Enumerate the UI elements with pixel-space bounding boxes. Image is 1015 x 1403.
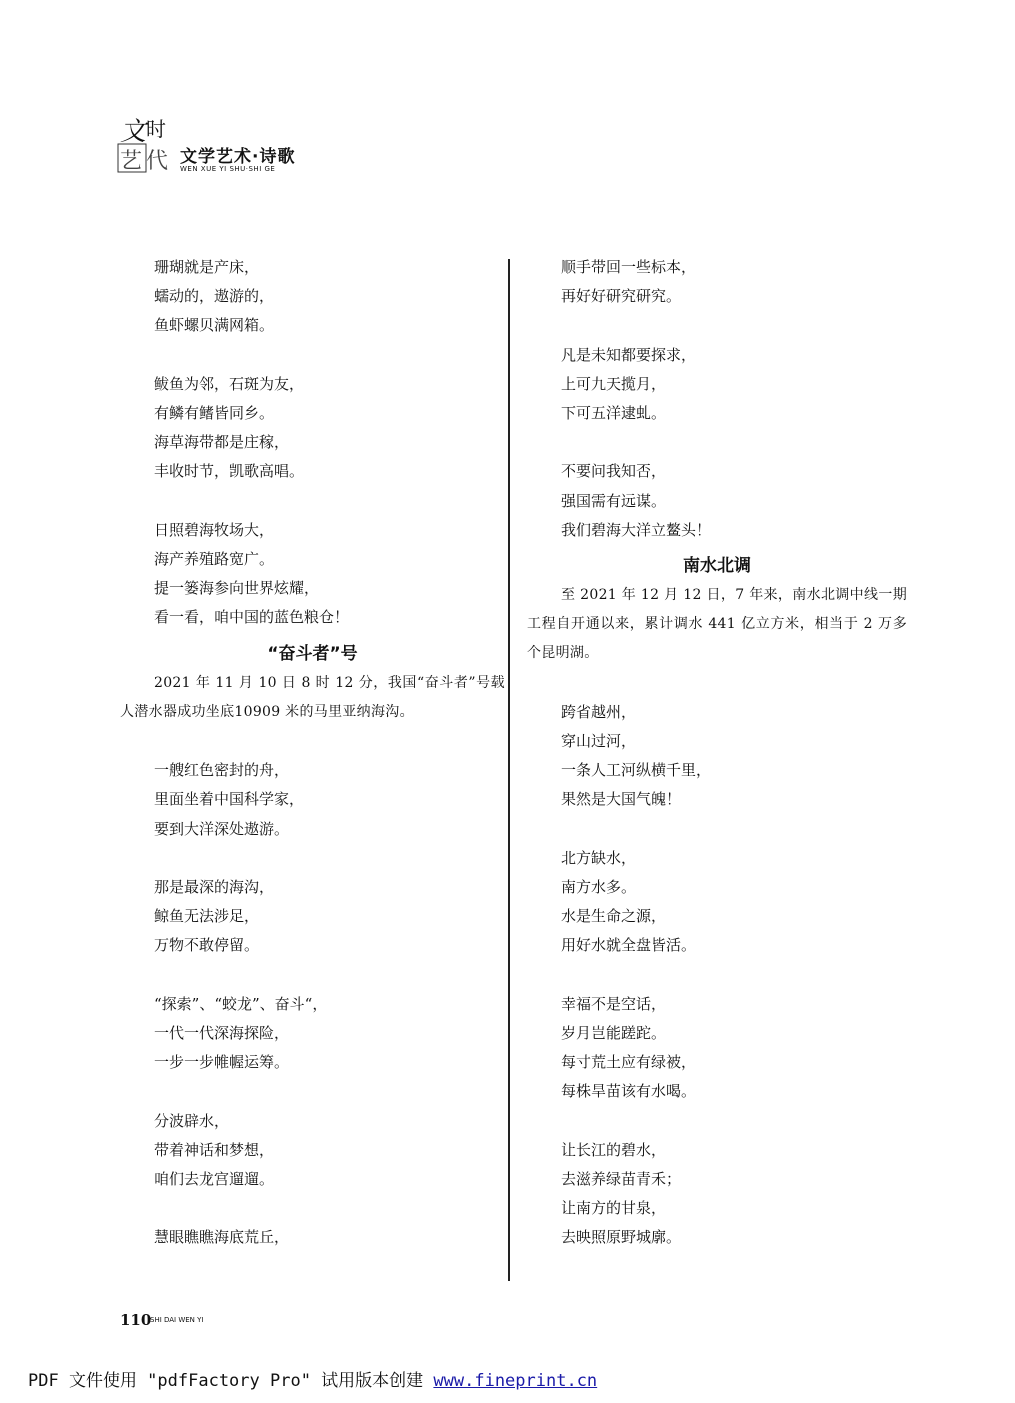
poem-line: 分波辟水，	[154, 1111, 230, 1130]
footer-text: PDF 文件使用 "pdfFactory Pro" 试用版本创建	[28, 1371, 434, 1391]
poem-intro: 至 2021 年 12 月 12 日，7 年来，南水北调中线一期工程自开通以来，累计调水 441 亿立方米，相当于 2 万多个昆明湖。	[527, 587, 907, 662]
poem-line: 鲸鱼无法涉足，	[154, 907, 260, 926]
poem-line: 日照碧海牧场大，	[154, 520, 275, 539]
poem-title: 南水北调	[683, 556, 751, 576]
stanza	[527, 844, 907, 961]
section-subtitle: WEN XUE YI SHU·SHI GE	[180, 165, 276, 173]
poem-line: 一艘红色密封的舟，	[154, 761, 290, 780]
right-column	[527, 253, 907, 1253]
poem-line: 一条人工河纵横千里，	[561, 761, 712, 780]
poem-line: 北方缺水，	[561, 848, 637, 867]
section-title: 文学艺术·诗歌	[180, 147, 296, 167]
poem-line: 里面坐着中国科学家，	[154, 790, 305, 809]
poem-line: 每株旱苗该有水喝。	[561, 1082, 697, 1101]
stanza	[120, 756, 505, 844]
poem-line: 不要问我知否，	[561, 462, 667, 481]
poem-line: 珊瑚就是产床，	[154, 258, 260, 276]
poem-line: 南方水多。	[561, 878, 637, 896]
poem-line: 幸福不是空话，	[561, 994, 667, 1013]
poem-title: “奋斗者”号	[267, 643, 358, 664]
poem-line: 水是生命之源，	[561, 907, 667, 926]
poem-line: 咱们去龙宫遛遛。	[154, 1170, 275, 1188]
footer-link[interactable]: www.fineprint.cn	[433, 1371, 598, 1391]
poem-line: 海草海带都是庄稼，	[154, 433, 290, 452]
poem-line: 去映照原野城廓。	[561, 1228, 682, 1247]
magazine-logo	[108, 112, 172, 174]
stanza	[120, 1107, 505, 1195]
poem-line: 看一看，咱中国的蓝色粮仓！	[154, 608, 350, 627]
poem-line: 上可九天揽月，	[561, 374, 667, 393]
poem-line: 跨省越州，	[561, 702, 637, 721]
poem-line: 一代一代深海探险，	[154, 1024, 290, 1042]
stanza	[527, 341, 907, 429]
poem-line: 海产养殖路宽广。	[154, 550, 275, 568]
stanza	[120, 990, 505, 1078]
stanza	[527, 1136, 907, 1253]
poem-line: 再好好研究研究。	[561, 287, 682, 306]
page-number: 110	[120, 1311, 152, 1329]
poem-line: 下可五洋逮虬。	[561, 404, 667, 422]
stanza	[527, 253, 907, 311]
stanza	[120, 1223, 505, 1252]
logo-char-2: 时	[146, 117, 166, 141]
poem-line: 让南方的甘泉，	[561, 1199, 667, 1218]
poem-line: 凡是未知都要探求，	[561, 345, 697, 364]
logo-char-4: 代	[146, 149, 169, 174]
poem-line: 每寸荒土应有绿被，	[561, 1053, 697, 1072]
poem-line: 用好水就全盘皆活。	[561, 936, 697, 955]
logo-char-1: 文	[120, 117, 147, 147]
poem-line: 岁月岂能蹉跎。	[561, 1024, 667, 1042]
stanza	[527, 457, 907, 545]
column-divider	[508, 259, 510, 1281]
logo-char-3: 艺	[120, 149, 143, 174]
poem-line: 强国需有远谋。	[561, 491, 667, 510]
poem-line: 蠕动的，遨游的，	[154, 287, 275, 306]
poem-line: 鲅鱼为邻，石斑为友，	[154, 374, 305, 393]
poem-line: 果然是大国气魄！	[561, 790, 682, 809]
poem-line: 顺手带回一些标本，	[561, 258, 697, 276]
poem-line: 带着神话和梦想，	[154, 1140, 275, 1159]
poem-line: 我们碧海大洋立鳌头！	[561, 520, 712, 539]
stanza	[120, 873, 505, 961]
poem-line: 去滋养绿苗青禾；	[561, 1170, 682, 1188]
poem-line: 提一篓海参向世界炫耀，	[154, 579, 320, 598]
pdf-footer	[28, 1366, 597, 1391]
poem-intro: 2021 年 11 月 10 日 8 时 12 分，我国“奋斗者”号载人潜水器成功坐底10909 米的马里亚纳海沟。	[120, 674, 505, 720]
stanza	[527, 698, 907, 815]
magazine-name: SHI DAI WEN YI	[150, 1316, 204, 1324]
poem-line: 丰收时节，凯歌高唱。	[154, 462, 305, 481]
poem-line: 鱼虾螺贝满网箱。	[154, 316, 275, 335]
poem-line: 万物不敢停留。	[154, 936, 260, 955]
stanza	[120, 253, 505, 341]
stanza	[120, 370, 505, 487]
poem-line: 一步一步帷幄运筹。	[154, 1053, 290, 1072]
poem-line: “探索”、“蛟龙”、奋斗“，	[154, 994, 328, 1013]
poem-line: 有鳞有鳍皆同乡。	[154, 404, 275, 422]
poem-line: 让长江的碧水，	[561, 1140, 667, 1159]
stanza	[120, 516, 505, 633]
left-column	[120, 253, 505, 1253]
poem-line: 要到大洋深处遨游。	[154, 819, 290, 838]
poem-line: 穿山过河，	[561, 732, 637, 750]
stanza	[527, 990, 907, 1107]
poem-line: 慧眼瞧瞧海底荒丘，	[154, 1228, 290, 1247]
poem-line: 那是最深的海沟，	[154, 878, 275, 896]
